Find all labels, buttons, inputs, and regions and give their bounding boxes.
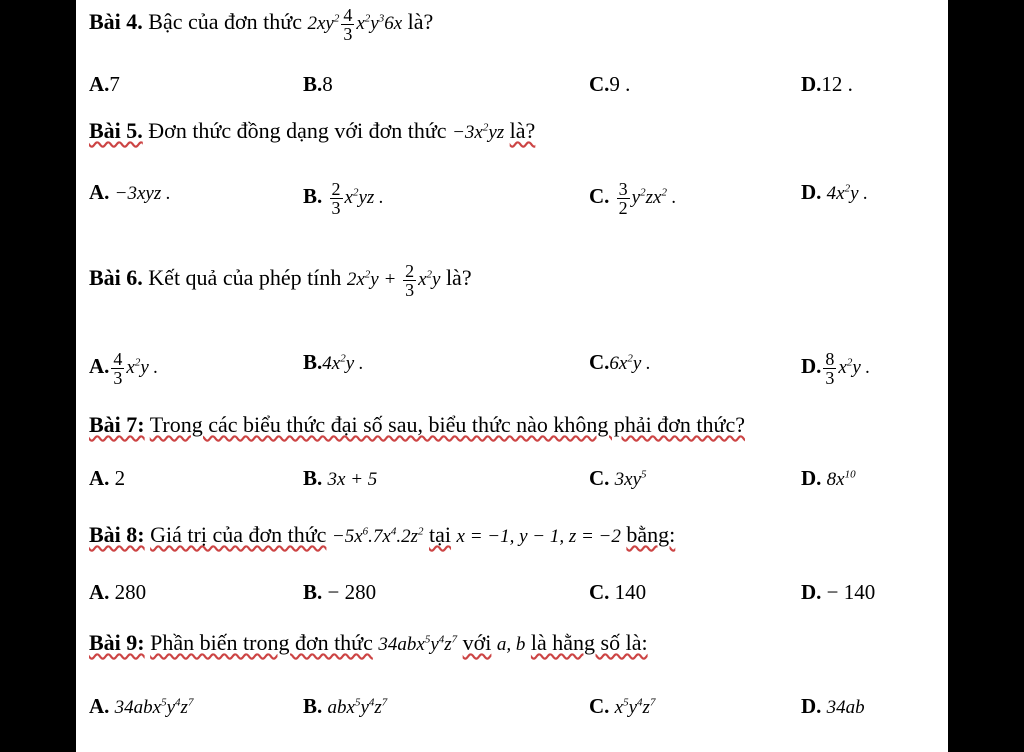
option-b[interactable]: B. $\frac{2}{3}$ $x^2yz$ .	[303, 179, 384, 218]
question-label: Bài 6.	[89, 264, 143, 290]
option-b[interactable]: B. 3x + 5	[303, 466, 378, 490]
question-mid: tại	[429, 522, 452, 547]
option-a[interactable]: A. $34abx^5y^4z^7$	[89, 694, 194, 718]
question-label: Bài 5.	[89, 118, 143, 143]
option-a[interactable]: A.7	[89, 72, 120, 96]
options-4	[89, 72, 949, 102]
option-a[interactable]: A. −3xyz .	[89, 180, 171, 204]
question-end: là?	[445, 264, 472, 290]
option-d[interactable]: D.12 .	[801, 72, 853, 96]
question-text: Phần biến trong đơn thức	[150, 630, 373, 655]
question-text: Đơn thức đồng dạng với đơn thức	[148, 118, 447, 143]
option-c[interactable]: C. $\frac{3}{2}$ $y^2zx^2$ .	[589, 179, 677, 218]
question-math-2: a, b	[496, 634, 526, 655]
question-math: $2xy^2$ $\frac{4}{3}$ $x^2y^36x$	[307, 5, 403, 44]
question-8	[89, 522, 675, 548]
question-end: bằng:	[626, 522, 676, 547]
option-d[interactable]: D. $8x^{10}$	[801, 466, 856, 490]
question-text: Kết quả của phép tính	[148, 264, 342, 290]
question-text: Trong các biểu thức đại số sau, biểu thức nào không phải đơn thức?	[149, 412, 745, 437]
question-6	[89, 262, 472, 299]
option-a[interactable]: A. 280	[89, 580, 147, 604]
question-7	[89, 412, 745, 438]
options-8	[89, 580, 949, 610]
option-b[interactable]: B. $abx^5y^4z^7$	[303, 694, 388, 718]
question-9	[89, 630, 648, 656]
options-9	[89, 694, 949, 724]
question-label: Bài 7:	[89, 412, 145, 437]
option-d[interactable]: D. $4x^2y$ .	[801, 180, 869, 204]
question-math-2: x = −1, y − 1, z = −2	[456, 526, 621, 547]
options-6	[89, 349, 949, 388]
option-a[interactable]: A. $\frac{4}{3}$ $x^2y$ .	[89, 349, 159, 388]
question-label: Bài 4.	[89, 8, 143, 34]
option-c[interactable]: C. $x^5y^4z^7$	[589, 694, 656, 718]
question-math: $-5x^6.7x^4.2z^2$	[331, 525, 424, 547]
question-text: Giá trị của đơn thức	[150, 522, 327, 547]
option-b[interactable]: B. − 280	[303, 580, 377, 604]
question-4	[89, 6, 433, 43]
options-5	[89, 179, 949, 218]
question-mid: với	[462, 630, 492, 655]
question-math: $34abx^5y^4z^7$	[378, 633, 458, 655]
question-math: $-3x^2yz$	[452, 121, 505, 143]
question-label: Bài 8:	[89, 522, 145, 547]
question-label: Bài 9:	[89, 630, 145, 655]
option-d[interactable]: D. − 140	[801, 580, 876, 604]
option-d[interactable]: D. 34ab	[801, 694, 865, 718]
question-text: Bậc của đơn thức	[148, 8, 302, 34]
question-end: là?	[509, 118, 536, 143]
question-5	[89, 118, 535, 144]
option-d[interactable]: D. $\frac{8}{3}$ $x^2y$ .	[801, 349, 871, 388]
option-c[interactable]: $C.6x^2y$ .	[589, 350, 651, 374]
option-b[interactable]: $B.4x^2y$ .	[303, 350, 364, 374]
question-math: $2x^2y$ + $\frac{2}{3}$ $x^2y$	[346, 261, 441, 300]
option-b[interactable]: B.8	[303, 72, 333, 96]
document-page	[76, 0, 948, 752]
option-c[interactable]: C. 140	[589, 580, 647, 604]
option-a[interactable]: A. 2	[89, 466, 126, 490]
question-end: là hằng số là:	[530, 630, 648, 655]
question-end: là?	[407, 8, 434, 34]
option-c[interactable]: C. $3xy^5$	[589, 466, 647, 490]
options-7	[89, 466, 949, 496]
option-c[interactable]: C.9 .	[589, 72, 631, 96]
